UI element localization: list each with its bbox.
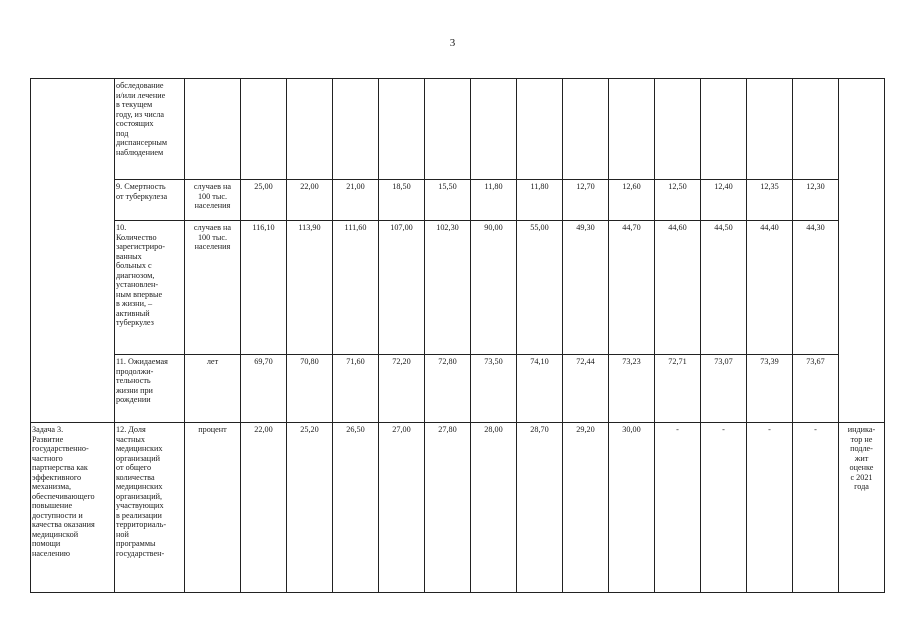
value-cell: 44,50 [701,221,747,355]
value-cell: 11,80 [471,180,517,221]
value-cell [609,79,655,180]
value-cell [701,79,747,180]
value-cell [333,79,379,180]
value-cell: - [655,423,701,593]
value-cell: 28,00 [471,423,517,593]
value-cell: 73,50 [471,355,517,423]
value-cell: 73,23 [609,355,655,423]
indicator-cell: 10. Количество зарегистриро- ванных больных с диагнозом, установлен- ным впервые в жизни, – активный туберкулез [115,221,185,355]
value-cell: 44,60 [655,221,701,355]
value-cell [241,79,287,180]
table-row [31,79,885,180]
table-row [31,180,885,221]
value-cell: 116,10 [241,221,287,355]
unit-cell [185,79,241,180]
value-cell: 71,60 [333,355,379,423]
value-cell [287,79,333,180]
value-cell: 70,80 [287,355,333,423]
value-cell: 12,60 [609,180,655,221]
unit-cell: случаев на 100 тыс. населения [185,180,241,221]
note-cell: индика- тор не подле- жит оценке с 2021 года [839,423,885,593]
value-cell: 27,80 [425,423,471,593]
value-cell [747,79,793,180]
indicators-table [30,78,885,593]
table-row [31,423,885,593]
value-cell: 25,20 [287,423,333,593]
value-cell: 44,40 [747,221,793,355]
value-cell: 72,71 [655,355,701,423]
indicator-cell: 11. Ожидаемая продолжи- тельность жизни при рождении [115,355,185,423]
value-cell: 69,70 [241,355,287,423]
page-number: 3 [449,37,456,49]
value-cell: 107,00 [379,221,425,355]
value-cell: 73,39 [747,355,793,423]
unit-cell: лет [185,355,241,423]
value-cell: 73,07 [701,355,747,423]
task-cell: Задача 3. Развитие государственно- частного партнерства как эффективного механизма, обеспечивающего повышение доступности и качества оказания медицинской помощи населению [31,423,115,593]
indicator-cell: 12. Доля частных медицинских организаций от общего количества медицинских организаций, участвующих в реализации территориаль- ной программы государствен- [115,423,185,593]
value-cell: 26,50 [333,423,379,593]
value-cell: 12,40 [701,180,747,221]
indicator-cell: 9. Смертность от туберкулеза [115,180,185,221]
indicator-cell: обследование и/или лечение в текущем году, из числа состоящих под диспансерным наблюдением [115,79,185,180]
value-cell [563,79,609,180]
value-cell: 12,70 [563,180,609,221]
value-cell: 27,00 [379,423,425,593]
value-cell: 22,00 [287,180,333,221]
value-cell: 29,20 [563,423,609,593]
value-cell: - [747,423,793,593]
value-cell [655,79,701,180]
value-cell: 25,00 [241,180,287,221]
value-cell [425,79,471,180]
value-cell: 22,00 [241,423,287,593]
unit-cell: процент [185,423,241,593]
value-cell: 49,30 [563,221,609,355]
value-cell [793,79,839,180]
value-cell [517,79,563,180]
value-cell: 73,67 [793,355,839,423]
value-cell: 12,30 [793,180,839,221]
value-cell: 111,60 [333,221,379,355]
value-cell: 18,50 [379,180,425,221]
value-cell: 55,00 [517,221,563,355]
table-row [31,221,885,355]
value-cell: 72,80 [425,355,471,423]
value-cell: 74,10 [517,355,563,423]
task-cell [31,79,115,423]
value-cell: - [793,423,839,593]
value-cell: 21,00 [333,180,379,221]
value-cell: 90,00 [471,221,517,355]
value-cell: 12,50 [655,180,701,221]
value-cell: 113,90 [287,221,333,355]
value-cell: 11,80 [517,180,563,221]
value-cell: 30,00 [609,423,655,593]
value-cell: 28,70 [517,423,563,593]
value-cell: 72,44 [563,355,609,423]
value-cell: 44,70 [609,221,655,355]
note-cell [839,79,885,423]
value-cell [471,79,517,180]
value-cell [379,79,425,180]
table-row [31,355,885,423]
value-cell: 72,20 [379,355,425,423]
value-cell: 102,30 [425,221,471,355]
value-cell: 12,35 [747,180,793,221]
value-cell: - [701,423,747,593]
value-cell: 15,50 [425,180,471,221]
unit-cell: случаев на 100 тыс. населения [185,221,241,355]
value-cell: 44,30 [793,221,839,355]
